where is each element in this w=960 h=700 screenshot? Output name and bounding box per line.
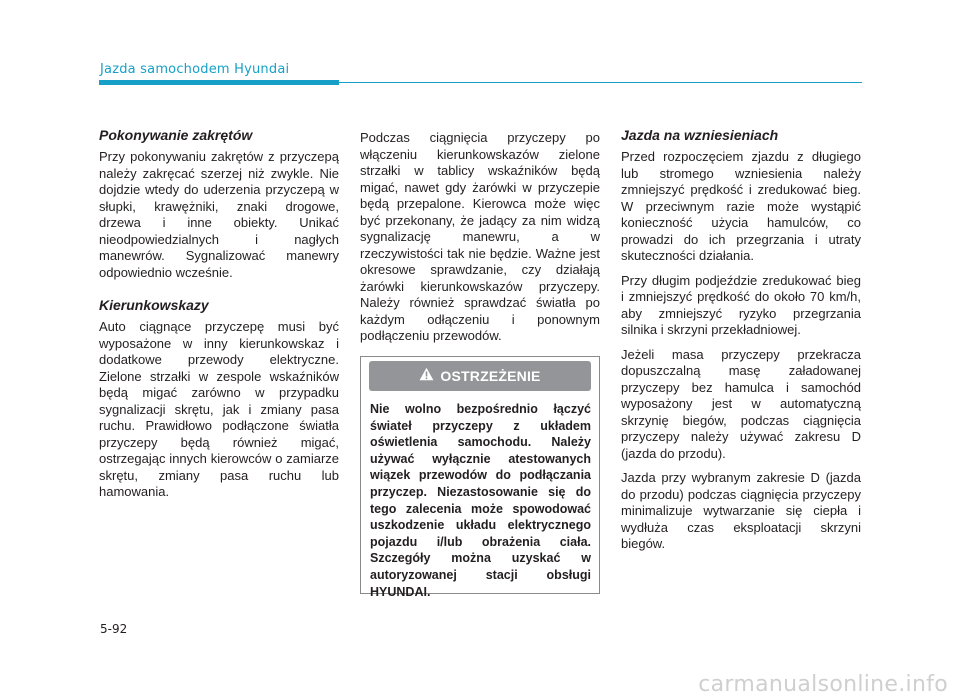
paragraph-trailer-mass: Jeżeli masa przyczepy przekracza dopuszczalną masę załadowanej przyczepy bez hamulca i samochód wyposażony jest w automatyczną skrzynię biegów, podczas ciągnięcia przyczepy należy używać zakresu D (jazda do przodu).: [621, 346, 861, 461]
heading-pokonywanie-zakretow: Pokonywanie zakrętów: [99, 127, 253, 143]
warning-label: OSTRZEŻENIE: [440, 368, 541, 384]
watermark: carmanualsonline.info: [698, 672, 948, 697]
paragraph-pokonywanie-zakretow: Przy pokonywaniu zakrętów z przyczepą należy zakręcać szerzej niż zwykle. Nie dojdzie wtedy do uderzenia przyczepą w słupki, krawężniki, znaki drogowe, drzewa i inne obiekty. Unikać nieodpowiedzialnych i nagłych manewrów. Sygnalizować manewry odpowiednio wcześnie.: [99, 149, 339, 280]
heading-kierunkowskazy: Kierunkowskazy: [99, 297, 209, 313]
header-rule: [339, 82, 862, 83]
header-accent-bar: [99, 80, 339, 85]
heading-jazda-na-wzniesieniach: Jazda na wzniesieniach: [621, 127, 779, 143]
warning-triangle-icon: [419, 367, 434, 386]
paragraph-downhill: Przed rozpoczęciem zjazdu z długiego lub stromego wzniesienia należy zmniejszyć prędkość i zredukować bieg. W przeciwnym razie może wystąpić konieczność użycia hamulców, co prowadzi do ich przegrzania i utraty skuteczności działania.: [621, 149, 861, 263]
column-middle: [360, 130, 600, 345]
warning-text: Nie wolno bezpośrednio łączyć świateł przyczepy z układem oświetlenia samochodu. Należy używać wyłącznie atestowanych wiązek przewodów do podłączania przyczep. Niezastosowanie się do tego zalecenia może spowodować uszkodzenie układu elektrycznego pojazdu i/lub obrażenia ciała. Szczegóły można uzyskać w autoryzowanej stacji obsługi HYUNDAI.: [370, 402, 591, 599]
column-right: [621, 127, 861, 553]
paragraph-uphill: Przy długim podjeździe zredukować bieg i zmniejszyć prędkość do około 70 km/h, aby zmniejszyć ryzyko przegrzania silnika i skrzyni przekładniowej.: [621, 272, 861, 337]
paragraph-drive-range: Jazda przy wybranym zakresie D (jazda do przodu) podczas ciągnięcia przyczepy minimalizuje wytwarzanie się ciepła i wydłuża czas eksploatacji skrzyni biegów.: [621, 470, 861, 551]
warning-header: [369, 361, 591, 391]
page-number: 5-92: [100, 622, 128, 636]
column-left: [99, 127, 339, 501]
paragraph-kierunkowskazy: Auto ciągnące przyczepę musi być wyposażone w inny kierunkowskaz i dodatkowe przewody elektryczne. Zielone strzałki w zespole wskaźników będą migać zarówno w przypadku sygnalizacji skrętu, jak i zmiany pasa ruchu. Prawidłowo podłączone światła przyczepy będą również migać, ostrzegając innych kierowców o zamiarze skrętu, zmiany pasa ruchu lub hamowania.: [99, 319, 339, 499]
paragraph-turn-signals-continued: Podczas ciągnięcia przyczepy po włączeniu kierunkowskazów zielone strzałki w tablicy wskaźników będą migać, nawet gdy żarówki w przyczepie będą przepalone. Kierowca może więc być przekonany, że jadący za nim widzą sygnalizację manewru, a w rzeczywistości tak nie będzie. Ważne jest okresowe sprawdzanie, czy działają żarówki kierunkowskazów przyczepy. Należy również sprawdzać światła po każdym odłączeniu i ponownym podłączeniu przewodów.: [360, 130, 600, 343]
section-title: Jazda samochodem Hyundai: [100, 62, 290, 77]
warning-box: [360, 356, 600, 599]
